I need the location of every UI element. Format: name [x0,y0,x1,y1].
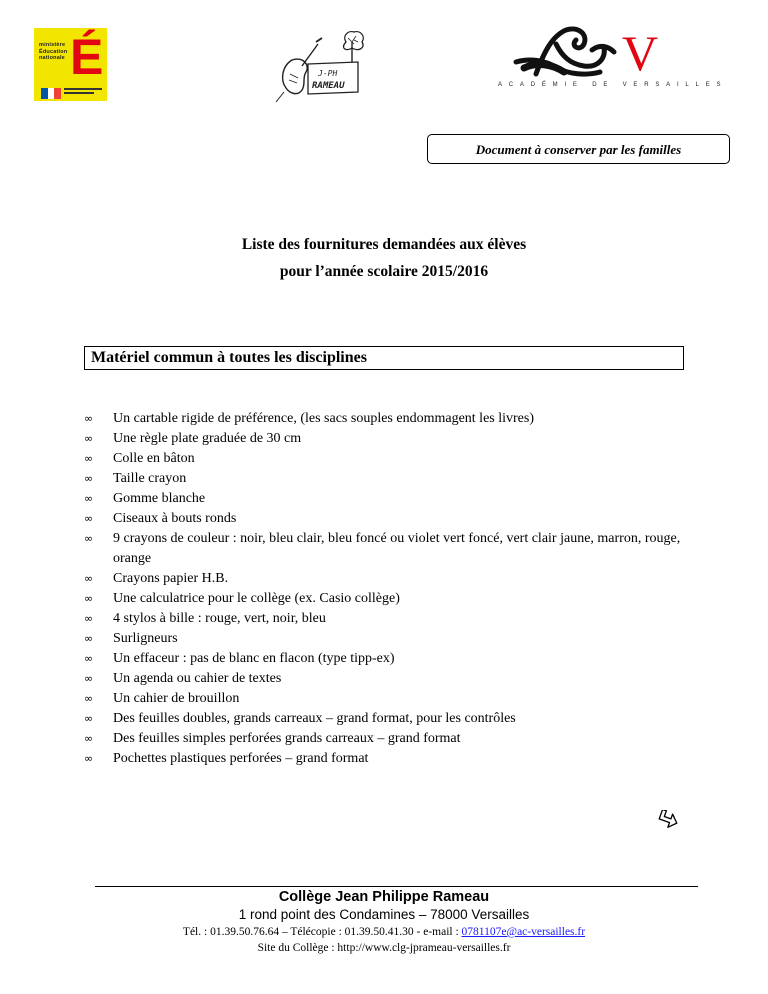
list-item-text: Un cahier de brouillon [113,691,240,706]
list-item-text: Un effaceur : pas de blanc en flacon (type tipp-ex) [113,651,395,666]
list-item-text: Taille crayon [113,471,187,486]
list-item [84,529,704,569]
footer-contact [0,926,768,938]
list-item [84,709,704,729]
email-link[interactable]: 0781107e@ac-versailles.fr [461,926,586,938]
list-item [84,629,704,649]
list-item-text: Un agenda ou cahier de textes [113,671,282,686]
page-turn-arrow-icon [656,810,680,832]
list-item-text: Des feuilles simples perforées grands carreaux – grand format [113,731,461,746]
bullet-icon: ∞ [84,692,94,705]
bullet-icon: ∞ [84,512,94,525]
bullet-icon: ∞ [84,652,94,665]
list-item-text: 4 stylos à bille : rouge, vert, noir, bleu [113,611,326,626]
college-logo-text: J-PH [318,69,338,78]
academie-logo-graphic [496,22,712,82]
logo-caption-line [64,92,94,94]
notice-box: Document à conserver par les familles [427,134,730,164]
list-item [84,609,704,629]
ministere-logo-letter: É [70,29,104,85]
academie-logo-letter: V [622,25,659,81]
list-item [84,509,704,529]
bullet-icon: ∞ [84,432,94,445]
bullet-icon: ∞ [84,412,94,425]
bullet-icon: ∞ [84,672,94,685]
footer-contact-text: Tél. : 01.39.50.76.64 – Télécopie : 01.39.50.41.30 - e-mail : [182,926,462,938]
bullet-icon: ∞ [84,732,94,745]
list-item [84,449,704,469]
list-item-text: Colle en bâton [113,451,195,466]
bullet-icon: ∞ [84,472,94,485]
bullet-icon: ∞ [84,572,94,585]
supplies-list [84,409,704,769]
footer-divider [95,886,698,887]
bullet-icon: ∞ [84,452,94,465]
footer-address: 1 rond point des Condamines – 78000 Versailles [238,907,530,922]
academie-logo [496,22,728,102]
ministere-logo [34,28,107,101]
list-item-text: Une règle plate graduée de 30 cm [113,431,302,446]
list-item-text: Un cartable rigide de préférence, (les sacs souples endommagent les livres) [113,411,534,426]
college-logo [272,30,368,104]
list-item [84,649,704,669]
list-item-text: Ciseaux à bouts ronds [113,511,237,526]
list-item [84,429,704,449]
bullet-icon: ∞ [84,592,94,605]
bullet-icon: ∞ [84,492,94,505]
list-item-text: Une calculatrice pour le collège (ex. Casio collège) [113,591,400,606]
bullet-icon: ∞ [84,612,94,625]
french-flag-icon [41,86,61,97]
list-item-text: Des feuilles doubles, grands carreaux – grand format, pour les contrôles [113,711,516,726]
list-item [84,729,704,749]
list-item-text: Pochettes plastiques perforées – grand format [113,751,369,766]
list-item-text: 9 crayons de couleur : noir, bleu clair, bleu foncé ou violet vert foncé, vert clair jaune, marron, rouge, orange [113,531,681,566]
list-item [84,469,704,489]
list-item-text: Crayons papier H.B. [113,571,229,586]
list-item [84,669,704,689]
footer-website: Site du Collège : http://www.clg-jprameau-versailles.fr [257,942,511,954]
list-item [84,569,704,589]
footer-school-name: Collège Jean Philippe Rameau [278,889,490,905]
college-logo-text: RAMEAU [312,81,345,91]
logo-caption-line [64,88,102,90]
bullet-icon: ∞ [84,752,94,765]
ministere-logo-text [39,42,67,62]
ministere-logo-text-line: nationale [39,55,65,61]
document-subtitle: pour l’année scolaire 2015/2016 [279,263,489,280]
list-item [84,689,704,709]
list-item [84,409,704,429]
bullet-icon: ∞ [84,632,94,645]
list-item [84,489,704,509]
list-item [84,749,704,769]
bullet-icon: ∞ [84,532,94,545]
ministere-logo-text-line: Éducation [39,48,68,55]
list-item-text: Surligneurs [113,631,178,646]
ministere-logo-text-line: ministère [39,42,66,48]
academie-logo-text: ACADÉMIE DE VERSAILLES [498,82,728,88]
list-item-text: Gomme blanche [113,491,206,506]
list-item [84,589,704,609]
section-heading: Matériel commun à toutes les disciplines [84,346,684,370]
bullet-icon: ∞ [84,712,94,725]
document-title: Liste des fournitures demandées aux élèves [241,236,527,253]
